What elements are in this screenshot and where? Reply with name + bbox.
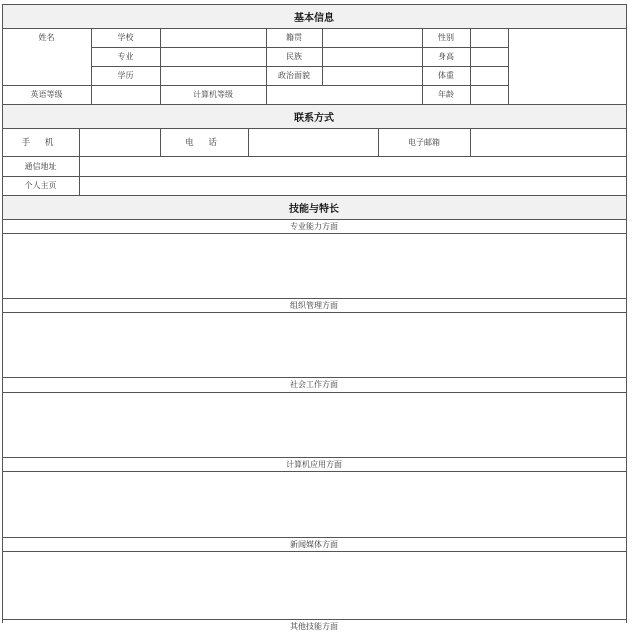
label-political-status: 政治面貌 bbox=[278, 71, 310, 80]
field-native-place[interactable] bbox=[322, 28, 422, 47]
photo-box[interactable] bbox=[508, 28, 626, 104]
field-computer-level[interactable] bbox=[266, 85, 422, 104]
skill-area-social-work[interactable] bbox=[2, 392, 626, 457]
skill-area-professional[interactable] bbox=[2, 233, 626, 298]
skill-area-media[interactable] bbox=[2, 551, 626, 619]
skill-label-management: 组织管理方面 bbox=[290, 300, 338, 310]
field-name[interactable] bbox=[2, 47, 91, 85]
label-phone: 电 话 bbox=[185, 138, 223, 148]
field-homepage[interactable] bbox=[79, 176, 626, 195]
skill-label-other: 其他技能方面 bbox=[290, 621, 338, 631]
label-address: 通信地址 bbox=[24, 161, 57, 171]
field-major[interactable] bbox=[160, 47, 266, 66]
skill-area-computer[interactable] bbox=[2, 471, 626, 537]
skill-label-social-work: 社会工作方面 bbox=[290, 380, 338, 389]
field-education[interactable] bbox=[160, 66, 266, 85]
skill-area-management[interactable] bbox=[2, 312, 626, 377]
label-computer-level: 计算机等级 bbox=[193, 90, 233, 99]
label-email: 电子邮箱 bbox=[408, 137, 440, 147]
field-school[interactable] bbox=[160, 28, 266, 47]
section-title-skills: 技能与特长 bbox=[289, 203, 339, 215]
field-gender[interactable] bbox=[470, 28, 508, 47]
field-weight[interactable] bbox=[470, 66, 508, 85]
section-title-basic-info: 基本信息 bbox=[294, 12, 334, 24]
field-age[interactable] bbox=[470, 85, 508, 104]
field-political-status[interactable] bbox=[322, 66, 422, 85]
label-weight: 体重 bbox=[438, 71, 454, 80]
section-header-basic-info bbox=[2, 4, 626, 28]
field-phone[interactable] bbox=[248, 128, 378, 156]
label-gender: 性别 bbox=[438, 33, 454, 42]
field-ethnicity[interactable] bbox=[322, 47, 422, 66]
label-height: 身高 bbox=[438, 52, 454, 61]
label-school: 学校 bbox=[117, 33, 134, 42]
field-english-level[interactable] bbox=[91, 85, 160, 104]
label-ethnicity: 民族 bbox=[286, 52, 302, 61]
section-title-contact: 联系方式 bbox=[294, 112, 334, 124]
label-mobile: 手 机 bbox=[21, 138, 60, 148]
label-native-place: 籍贯 bbox=[286, 33, 302, 42]
skill-label-computer: 计算机应用方面 bbox=[286, 459, 342, 469]
skill-label-professional: 专业能力方面 bbox=[290, 221, 338, 231]
label-major: 专业 bbox=[117, 52, 134, 61]
label-age: 年龄 bbox=[438, 90, 454, 99]
field-mobile[interactable] bbox=[79, 128, 160, 156]
field-height[interactable] bbox=[470, 47, 508, 66]
field-address[interactable] bbox=[79, 156, 626, 176]
label-education: 学历 bbox=[117, 71, 134, 80]
label-english-level: 英语等级 bbox=[30, 90, 63, 99]
field-email[interactable] bbox=[470, 128, 626, 156]
label-name: 姓名 bbox=[38, 33, 55, 42]
label-homepage: 个人主页 bbox=[24, 181, 57, 190]
section-header-contact bbox=[2, 104, 626, 128]
section-header-skills bbox=[2, 195, 626, 219]
skill-label-media: 新闻媒体方面 bbox=[290, 539, 338, 549]
